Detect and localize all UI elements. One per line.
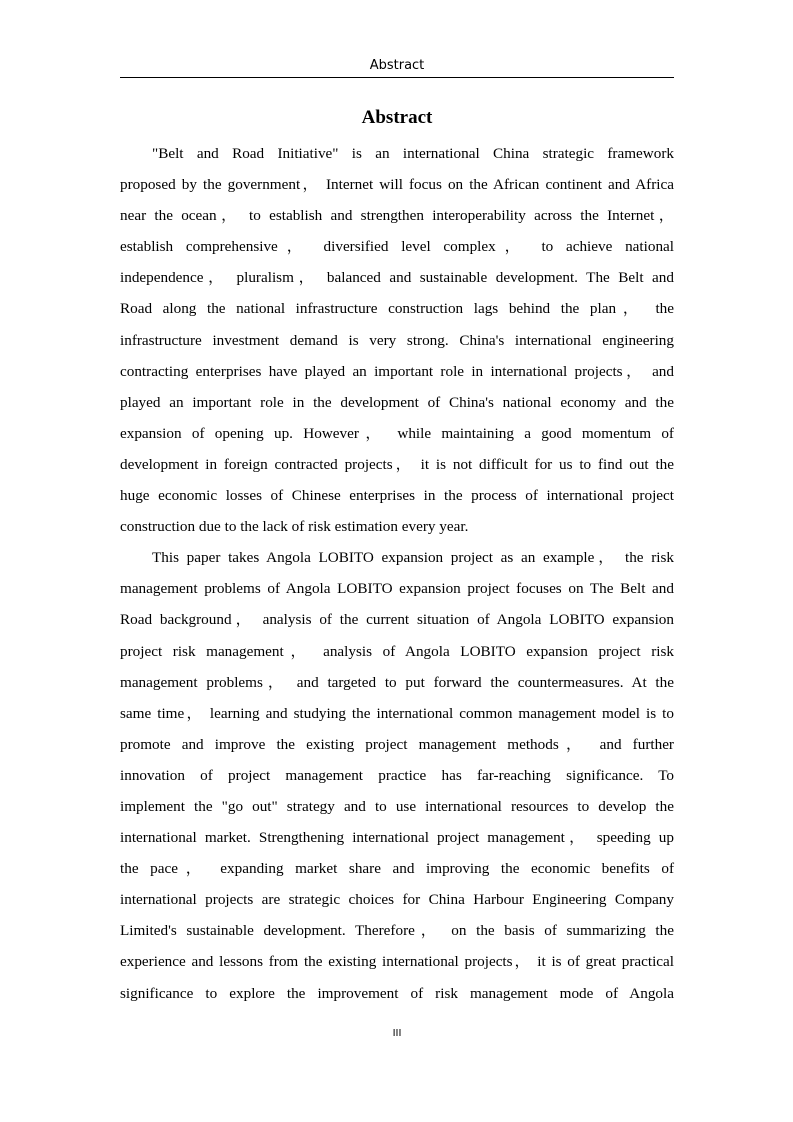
page-number: III [392,1028,402,1039]
paragraph-1-line: near the ocean， to establish and strengthen interoperability across the Internet， [120,207,674,225]
paragraph-2-line: project risk management， analysis of Angola LOBITO expansion project risk [120,642,674,660]
paragraph-1-line: Road along the national infrastructure construction lags behind the plan， the [120,300,674,318]
paragraph-2-line: innovation of project management practice has far-reaching significance. To [120,766,674,784]
paragraph-2-line: experience and lessons from the existing international projects， it is of great practical [120,953,674,971]
paragraph-1-line: huge economic losses of Chinese enterprises in the process of international project [120,487,674,505]
paragraph-1-line: independence， pluralism， balanced and sustainable development. The Belt and [120,269,674,287]
paragraph-2-line: the pace， expanding market share and improving the economic benefits of [120,860,674,878]
paragraph-1-line: "Belt and Road Initiative" is an international China strategic framework [152,145,674,162]
paragraph-1-line: contracting enterprises have played an important role in international projects， and [120,362,674,380]
paragraph-2-line: Road background， analysis of the current situation of Angola LOBITO expansion [120,611,674,629]
paragraph-2-line: significance to explore the improvement of risk management mode of Angola [120,984,674,1002]
paragraph-1-line: expansion of opening up. However， while maintaining a good momentum of [120,424,674,442]
paragraph-1-line: development in foreign contracted projects， it is not difficult for us to find out the [120,455,674,473]
paragraph-2-line: management problems of Angola LOBITO expansion project focuses on The Belt and [120,580,674,598]
paragraph-2-line: implement the "go out" strategy and to use international resources to develop the [120,797,674,815]
paragraph-1-line: construction due to the lack of risk estimation every year. [120,518,469,536]
paragraph-2-line: management problems， and targeted to put forward the countermeasures. At the [120,673,674,691]
paragraph-1-line: played an important role in the development of China's national economy and the [120,393,674,411]
paragraph-2-line: international projects are strategic choices for China Harbour Engineering Company [120,891,674,909]
paragraph-1 [120,138,674,542]
paragraph-1-line: establish comprehensive， diversified level complex， to achieve national [120,238,674,256]
paragraph-1-line: proposed by the government， Internet will focus on the African continent and Africa [120,176,674,194]
paragraph-2-line: international market. Strengthening international project management， speeding up [120,829,674,847]
abstract-body [120,138,674,1009]
paragraph-2-line: same time， learning and studying the international common management model is to [120,704,674,722]
paragraph-2-line: promote and improve the existing project management methods， and further [120,735,674,753]
abstract-title: Abstract [361,107,433,128]
paragraph-2-line: This paper takes Angola LOBITO expansion project as an example， the risk [152,549,674,567]
running-header: Abstract [369,58,425,73]
paragraph-1-line: infrastructure investment demand is very strong. China's international engineering [120,331,674,349]
paragraph-2-line: Limited's sustainable development. Therefore， on the basis of summarizing the [120,922,674,940]
paragraph-2 [120,542,674,1008]
header-rule [120,77,674,78]
